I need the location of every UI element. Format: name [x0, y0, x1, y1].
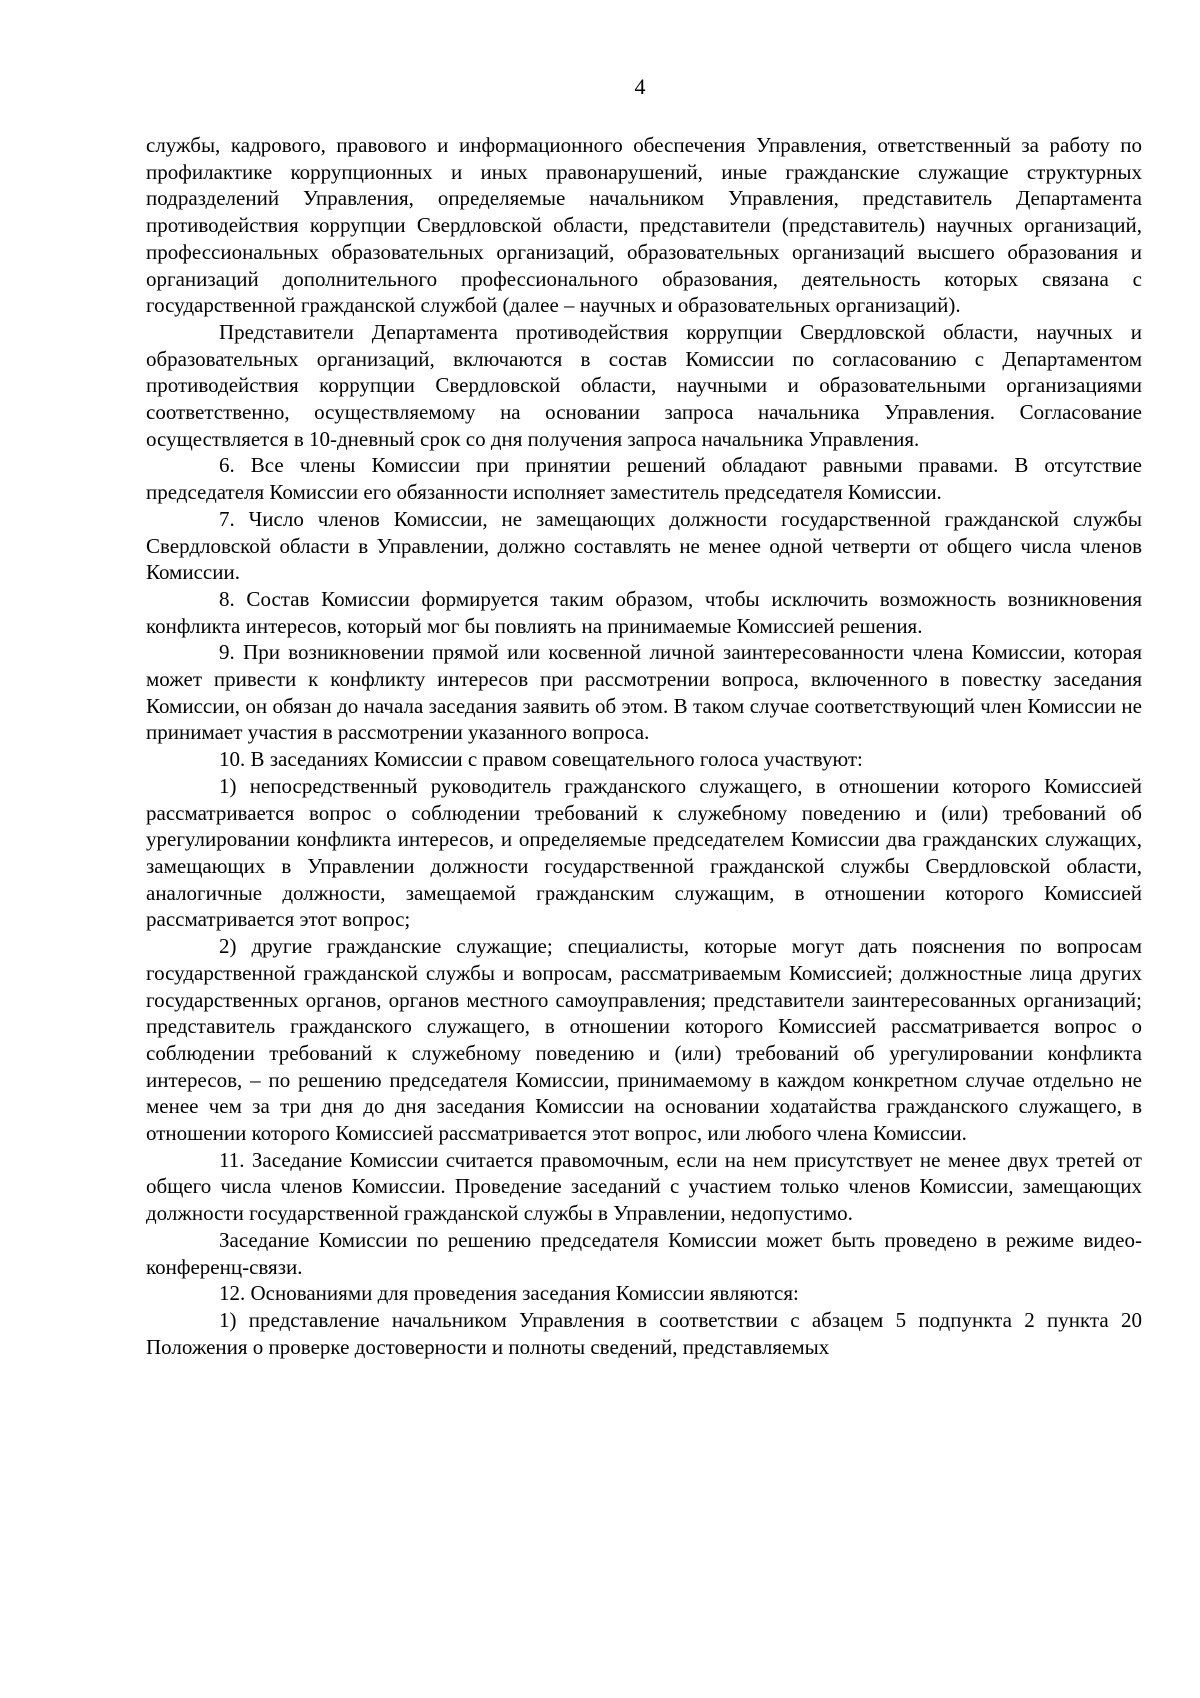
paragraph: 10. В заседаниях Комиссии с правом совещательного голоса участвуют: [219, 747, 863, 772]
paragraph: службы, кадрового, правового и информационного обеспечения Управления, ответственный за работу по профилактике коррупционных и иных правонарушений, иные гражданские служащие структурных подразделений Управления, определяемые начальником Управления, представитель Департамента противодействия коррупции Свердловской области, представители (представитель) научных организаций, профессиональных образовательных организаций, образовательных организаций высшего образования и организаций дополнительного профессионального образования, деятельность которых связана с государственной гражданской службой (далее – научных и образовательных организаций). [146, 133, 1142, 318]
paragraph: 1) непосредственный руководитель гражданского служащего, в отношении которого Комиссией рассматривается вопрос о соблюдении требований к служебному поведению и (или) требований об урегулировании конфликта интересов, и определяемые председателем Комиссии два гражданских служащих, замещающих в Управлении должности государственной гражданской службы Свердловской области, аналогичные должности, замещаемой гражданским служащим, в отношении которого Комиссией рассматривается этот вопрос; [146, 773, 1142, 932]
paragraph: Представители Департамента противодействия коррупции Свердловской области, научных и образовательных организаций, включаются в состав Комиссии по согласованию с Департаментом противодействия коррупции Свердловской области, научными и образовательными организациями соответственно, осуществляемому на основании запроса начальника Управления. Согласование осуществляется в 10-дневный срок со дня получения запроса начальника Управления. [146, 319, 1142, 451]
paragraph: 12. Основаниями для проведения заседания Комиссии являются: [219, 1281, 799, 1306]
page-number: 4 [634, 74, 646, 99]
paragraph: 7. Число членов Комиссии, не замещающих должности государственной гражданской службы Свердловской области в Управлении, должно составлять не менее одной четверти от общего числа членов Комиссии. [146, 506, 1142, 585]
paragraph: 1) представление начальником Управления в соответствии с абзацем 5 подпункта 2 пункта 20 Положения о проверке достоверности и полноты сведений, представляемых [146, 1307, 1142, 1359]
paragraph: Заседание Комиссии по решению председателя Комиссии может быть проведено в режиме видео-конференц-связи. [146, 1227, 1142, 1279]
paragraph: 9. При возникновении прямой или косвенной личной заинтересованности члена Комиссии, которая может привести к конфликту интересов при рассмотрении вопроса, включенного в повестку заседания Комиссии, он обязан до начала заседания заявить об этом. В таком случае соответствующий член Комиссии не принимает участия в рассмотрении указанного вопроса. [146, 640, 1142, 745]
paragraph: 11. Заседание Комиссии считается правомочным, если на нем присутствует не менее двух третей от общего числа членов Комиссии. Проведение заседаний с участием только членов Комиссии, замещающих должности государственной гражданской службы в Управлении, недопустимо. [146, 1147, 1142, 1226]
paragraph: 6. Все члены Комиссии при принятии решений обладают равными правами. В отсутствие председателя Комиссии его обязанности исполняет заместитель председателя Комиссии. [146, 453, 1142, 505]
document-body [146, 132, 1142, 1360]
paragraph: 2) другие гражданские служащие; специалисты, которые могут дать пояснения по вопросам государственной гражданской службы и вопросам, рассматриваемым Комиссией; должностные лица других государственных органов, органов местного самоуправления; представители заинтересованных организаций; представитель гражданского служащего, в отношении которого Комиссией рассматривается вопрос о соблюдении требований к служебному поведению и (или) требований об урегулировании конфликта интересов, – по решению председателя Комиссии, принимаемому в каждом конкретном случае отдельно не менее чем за три дня до дня заседания Комиссии на основании ходатайства гражданского служащего, в отношении которого Комиссией рассматривается этот вопрос, или любого члена Комиссии. [146, 934, 1142, 1146]
paragraph: 8. Состав Комиссии формируется таким образом, чтобы исключить возможность возникновения конфликта интересов, который мог бы повлиять на принимаемые Комиссией решения. [146, 586, 1142, 638]
